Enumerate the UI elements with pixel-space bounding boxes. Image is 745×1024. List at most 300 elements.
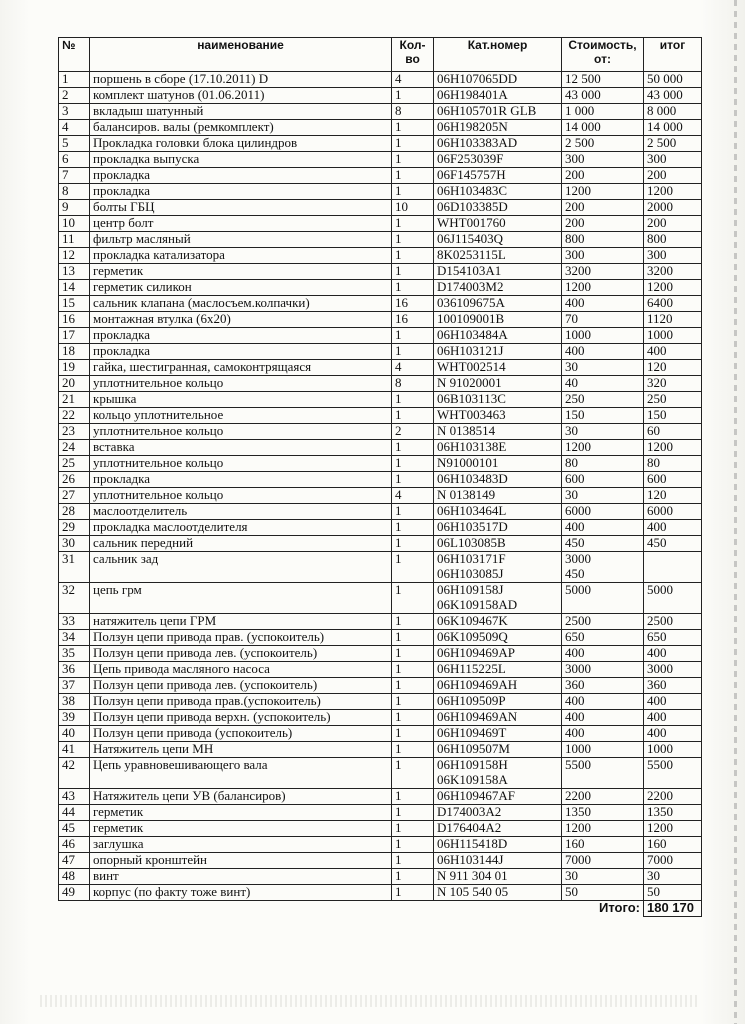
row-quantity: 1 xyxy=(392,216,434,232)
catalog-number-line: 06H109509P xyxy=(437,693,506,708)
cost-line: 1 000 xyxy=(565,103,595,118)
catalog-number-line: 06H107065DD xyxy=(437,71,518,86)
row-catalog-number xyxy=(434,742,562,758)
row-number: 25 xyxy=(59,456,90,472)
row-number: 42 xyxy=(59,758,90,789)
summary-label: Итого: xyxy=(59,901,644,917)
catalog-number-line: 06H109469T xyxy=(437,725,507,740)
row-number: 28 xyxy=(59,504,90,520)
row-cost xyxy=(562,408,644,424)
cost-line: 1000 xyxy=(565,327,591,342)
row-number: 20 xyxy=(59,376,90,392)
row-total: 400 xyxy=(644,726,702,742)
table-row xyxy=(59,472,702,488)
row-cost xyxy=(562,184,644,200)
row-catalog-number xyxy=(434,392,562,408)
cost-line: 200 xyxy=(565,167,585,182)
row-total: 6000 xyxy=(644,504,702,520)
cost-line: 80 xyxy=(565,455,578,470)
row-catalog-number xyxy=(434,821,562,837)
row-cost xyxy=(562,456,644,472)
row-cost xyxy=(562,630,644,646)
row-quantity: 1 xyxy=(392,440,434,456)
table-row xyxy=(59,710,702,726)
row-name: болты ГБЦ xyxy=(90,200,392,216)
row-catalog-number xyxy=(434,552,562,583)
row-catalog-number xyxy=(434,614,562,630)
table-row xyxy=(59,694,702,710)
row-total: 50 000 xyxy=(644,72,702,88)
row-cost xyxy=(562,552,644,583)
row-quantity: 1 xyxy=(392,264,434,280)
table-row xyxy=(59,504,702,520)
row-catalog-number xyxy=(434,805,562,821)
catalog-number-line: N 911 304 01 xyxy=(437,868,508,883)
table-row xyxy=(59,678,702,694)
row-name: Ползун цепи привода прав. (успокоитель) xyxy=(90,630,392,646)
catalog-number-line: N91000101 xyxy=(437,455,499,470)
catalog-number-line: 06H103483C xyxy=(437,183,508,198)
catalog-number-line: D174003A2 xyxy=(437,804,502,819)
catalog-number-line: 06H109507M xyxy=(437,741,510,756)
row-catalog-number xyxy=(434,758,562,789)
row-total: 150 xyxy=(644,408,702,424)
catalog-number-line: 06H103171F xyxy=(437,551,506,566)
cost-line: 3000 xyxy=(565,551,591,566)
row-number: 36 xyxy=(59,662,90,678)
row-total: 3000 xyxy=(644,662,702,678)
scan-edge-artifact xyxy=(734,0,737,1024)
row-cost xyxy=(562,312,644,328)
row-cost xyxy=(562,821,644,837)
row-cost xyxy=(562,472,644,488)
row-total: 250 xyxy=(644,392,702,408)
row-cost xyxy=(562,200,644,216)
catalog-number-line: WHT002514 xyxy=(437,359,506,374)
row-total: 6400 xyxy=(644,296,702,312)
row-total: 1200 xyxy=(644,821,702,837)
row-number: 18 xyxy=(59,344,90,360)
row-number: 33 xyxy=(59,614,90,630)
header-qty: Кол-во xyxy=(392,38,434,72)
row-name: Ползун цепи привода (успокоитель) xyxy=(90,726,392,742)
row-quantity: 1 xyxy=(392,88,434,104)
row-cost xyxy=(562,869,644,885)
row-catalog-number xyxy=(434,264,562,280)
row-total: 8 000 xyxy=(644,104,702,120)
row-quantity: 1 xyxy=(392,408,434,424)
catalog-number-line: D176404A2 xyxy=(437,820,502,835)
cost-line: 400 xyxy=(565,343,585,358)
table-row xyxy=(59,646,702,662)
row-quantity: 1 xyxy=(392,583,434,614)
header-name: наименование xyxy=(90,38,392,72)
table-row xyxy=(59,662,702,678)
row-quantity: 1 xyxy=(392,120,434,136)
row-number: 8 xyxy=(59,184,90,200)
cost-line: 800 xyxy=(565,231,585,246)
table-row xyxy=(59,72,702,88)
catalog-number-line: 06H198205N xyxy=(437,119,508,134)
cost-line: 250 xyxy=(565,391,585,406)
row-cost xyxy=(562,678,644,694)
row-number: 40 xyxy=(59,726,90,742)
table-row xyxy=(59,789,702,805)
row-total: 120 xyxy=(644,360,702,376)
table-row xyxy=(59,408,702,424)
row-name: балансиров. валы (ремкомплект) xyxy=(90,120,392,136)
parts-table xyxy=(58,37,702,917)
row-name: центр болт xyxy=(90,216,392,232)
row-name: Прокладка головки блока цилиндров xyxy=(90,136,392,152)
row-quantity: 16 xyxy=(392,296,434,312)
row-catalog-number xyxy=(434,694,562,710)
row-quantity: 1 xyxy=(392,504,434,520)
table-row xyxy=(59,758,702,789)
row-cost xyxy=(562,583,644,614)
cost-line: 1000 xyxy=(565,741,591,756)
row-cost xyxy=(562,646,644,662)
row-catalog-number xyxy=(434,646,562,662)
row-catalog-number xyxy=(434,488,562,504)
catalog-number-line: D154103A1 xyxy=(437,263,502,278)
row-total: 2200 xyxy=(644,789,702,805)
row-total: 300 xyxy=(644,248,702,264)
cost-line: 12 500 xyxy=(565,71,601,86)
row-cost xyxy=(562,248,644,264)
cost-line: 2200 xyxy=(565,788,591,803)
catalog-number-line: 06K109467K xyxy=(437,613,508,628)
row-quantity: 8 xyxy=(392,104,434,120)
row-cost xyxy=(562,853,644,869)
row-catalog-number xyxy=(434,104,562,120)
catalog-number-line: 06H103484A xyxy=(437,327,508,342)
row-name: крышка xyxy=(90,392,392,408)
row-catalog-number xyxy=(434,456,562,472)
row-cost xyxy=(562,742,644,758)
row-quantity: 1 xyxy=(392,853,434,869)
cost-line: 70 xyxy=(565,311,578,326)
table-row xyxy=(59,232,702,248)
row-quantity: 1 xyxy=(392,710,434,726)
row-name: прокладка xyxy=(90,168,392,184)
catalog-number-line: 06H103483D xyxy=(437,471,508,486)
row-catalog-number xyxy=(434,296,562,312)
catalog-number-line: D174003M2 xyxy=(437,279,504,294)
cost-line: 6000 xyxy=(565,503,591,518)
table-row xyxy=(59,552,702,583)
table-row xyxy=(59,136,702,152)
row-number: 5 xyxy=(59,136,90,152)
row-cost xyxy=(562,662,644,678)
cost-line: 30 xyxy=(565,487,578,502)
row-name: герметик силикон xyxy=(90,280,392,296)
row-quantity: 1 xyxy=(392,614,434,630)
table-row xyxy=(59,200,702,216)
row-name: опорный кронштейн xyxy=(90,853,392,869)
header-row xyxy=(59,38,702,72)
cost-line: 1200 xyxy=(565,439,591,454)
catalog-number-line: 06F253039F xyxy=(437,151,504,166)
row-number: 7 xyxy=(59,168,90,184)
row-cost xyxy=(562,805,644,821)
cost-line: 600 xyxy=(565,471,585,486)
row-total: 400 xyxy=(644,344,702,360)
summary-value: 180 170 xyxy=(644,901,702,917)
catalog-number-line: 06H103464L xyxy=(437,503,507,518)
cost-line: 3200 xyxy=(565,263,591,278)
row-cost xyxy=(562,504,644,520)
row-number: 6 xyxy=(59,152,90,168)
cost-line: 30 xyxy=(565,868,578,883)
cost-line: 400 xyxy=(565,519,585,534)
table-row xyxy=(59,392,702,408)
row-total: 160 xyxy=(644,837,702,853)
catalog-number-line: 036109675A xyxy=(437,295,505,310)
catalog-number-line: 06H109469AP xyxy=(437,645,516,660)
row-total: 400 xyxy=(644,520,702,536)
table-body xyxy=(59,72,702,901)
row-catalog-number xyxy=(434,662,562,678)
row-number: 48 xyxy=(59,869,90,885)
row-name: герметик xyxy=(90,805,392,821)
row-name: цепь грм xyxy=(90,583,392,614)
row-number: 3 xyxy=(59,104,90,120)
row-quantity: 1 xyxy=(392,536,434,552)
row-name: корпус (по факту тоже винт) xyxy=(90,885,392,901)
row-cost xyxy=(562,614,644,630)
row-catalog-number xyxy=(434,120,562,136)
table-row xyxy=(59,280,702,296)
row-number: 27 xyxy=(59,488,90,504)
row-quantity: 1 xyxy=(392,678,434,694)
row-cost xyxy=(562,520,644,536)
row-cost xyxy=(562,264,644,280)
cost-line: 30 xyxy=(565,359,578,374)
row-cost xyxy=(562,440,644,456)
cost-line: 300 xyxy=(565,247,585,262)
row-cost xyxy=(562,392,644,408)
catalog-number-line: 06H103383AD xyxy=(437,135,518,150)
row-quantity: 1 xyxy=(392,232,434,248)
row-total: 43 000 xyxy=(644,88,702,104)
row-number: 16 xyxy=(59,312,90,328)
row-name: вставка xyxy=(90,440,392,456)
row-name: уплотнительное кольцо xyxy=(90,456,392,472)
cost-line: 50 xyxy=(565,884,578,899)
row-quantity: 8 xyxy=(392,376,434,392)
table-row xyxy=(59,376,702,392)
row-catalog-number xyxy=(434,853,562,869)
cost-line: 1200 xyxy=(565,820,591,835)
row-quantity: 2 xyxy=(392,424,434,440)
cost-line: 7000 xyxy=(565,852,591,867)
row-quantity: 1 xyxy=(392,152,434,168)
row-cost xyxy=(562,168,644,184)
row-name: прокладка выпуска xyxy=(90,152,392,168)
row-cost xyxy=(562,136,644,152)
row-number: 41 xyxy=(59,742,90,758)
table-row xyxy=(59,216,702,232)
row-name: герметик xyxy=(90,821,392,837)
table-row xyxy=(59,424,702,440)
row-total: 5500 xyxy=(644,758,702,789)
row-catalog-number xyxy=(434,472,562,488)
row-quantity: 1 xyxy=(392,726,434,742)
row-catalog-number xyxy=(434,136,562,152)
row-catalog-number xyxy=(434,344,562,360)
cost-line: 5000 xyxy=(565,582,591,597)
table-row xyxy=(59,328,702,344)
row-number: 1 xyxy=(59,72,90,88)
row-quantity: 1 xyxy=(392,248,434,264)
row-number: 44 xyxy=(59,805,90,821)
header-cat: Кат.номер xyxy=(434,38,562,72)
table-row xyxy=(59,296,702,312)
row-name: герметик xyxy=(90,264,392,280)
row-cost xyxy=(562,488,644,504)
row-catalog-number xyxy=(434,520,562,536)
row-quantity: 1 xyxy=(392,280,434,296)
table-row xyxy=(59,248,702,264)
row-number: 30 xyxy=(59,536,90,552)
catalog-number-line: 06H109469AH xyxy=(437,677,518,692)
table-row xyxy=(59,184,702,200)
cost-line: 14 000 xyxy=(565,119,601,134)
row-cost xyxy=(562,152,644,168)
table-row xyxy=(59,264,702,280)
summary-row xyxy=(59,901,702,917)
row-total: 400 xyxy=(644,694,702,710)
row-number: 11 xyxy=(59,232,90,248)
row-name: гайка, шестигранная, самоконтрящаяся xyxy=(90,360,392,376)
row-cost xyxy=(562,216,644,232)
row-catalog-number xyxy=(434,837,562,853)
table-row xyxy=(59,614,702,630)
catalog-number-line: 06H115225L xyxy=(437,661,506,676)
table-row xyxy=(59,821,702,837)
row-catalog-number xyxy=(434,328,562,344)
row-catalog-number xyxy=(434,536,562,552)
row-total: 5000 xyxy=(644,583,702,614)
row-number: 13 xyxy=(59,264,90,280)
row-number: 12 xyxy=(59,248,90,264)
row-total: 800 xyxy=(644,232,702,248)
row-cost xyxy=(562,789,644,805)
row-name: фильтр масляный xyxy=(90,232,392,248)
table-row xyxy=(59,837,702,853)
row-cost xyxy=(562,885,644,901)
row-total: 80 xyxy=(644,456,702,472)
scan-footer-noise xyxy=(40,995,700,1007)
catalog-number-line: 06H105701R GLB xyxy=(437,103,537,118)
row-quantity: 16 xyxy=(392,312,434,328)
row-number: 10 xyxy=(59,216,90,232)
table-row xyxy=(59,120,702,136)
catalog-number-line: 06L103085B xyxy=(437,535,506,550)
row-total: 3200 xyxy=(644,264,702,280)
cost-line: 1350 xyxy=(565,804,591,819)
row-name: Ползун цепи привода лев. (успокоитель) xyxy=(90,678,392,694)
row-catalog-number xyxy=(434,216,562,232)
catalog-number-line: 06H109467AF xyxy=(437,788,516,803)
row-catalog-number xyxy=(434,232,562,248)
row-total: 2000 xyxy=(644,200,702,216)
row-quantity: 4 xyxy=(392,360,434,376)
row-name: маслоотделитель xyxy=(90,504,392,520)
row-catalog-number xyxy=(434,789,562,805)
row-name: вкладыш шатунный xyxy=(90,104,392,120)
catalog-number-line: N 0138514 xyxy=(437,423,496,438)
row-number: 9 xyxy=(59,200,90,216)
row-catalog-number xyxy=(434,184,562,200)
row-number: 19 xyxy=(59,360,90,376)
catalog-number-line: 100109001B xyxy=(437,311,505,326)
row-quantity: 1 xyxy=(392,136,434,152)
row-cost xyxy=(562,120,644,136)
cost-line: 450 xyxy=(565,565,585,581)
row-total: 320 xyxy=(644,376,702,392)
row-total: 1200 xyxy=(644,440,702,456)
row-cost xyxy=(562,376,644,392)
row-number: 22 xyxy=(59,408,90,424)
row-total: 300 xyxy=(644,152,702,168)
row-catalog-number xyxy=(434,424,562,440)
cost-line: 30 xyxy=(565,423,578,438)
row-name: прокладка катализатора xyxy=(90,248,392,264)
row-total: 2 500 xyxy=(644,136,702,152)
row-total: 600 xyxy=(644,472,702,488)
row-cost xyxy=(562,536,644,552)
row-total xyxy=(644,552,702,583)
row-number: 24 xyxy=(59,440,90,456)
row-quantity: 1 xyxy=(392,520,434,536)
row-total: 360 xyxy=(644,678,702,694)
catalog-number-line: WHT003463 xyxy=(437,407,506,422)
row-total: 450 xyxy=(644,536,702,552)
row-cost xyxy=(562,104,644,120)
row-name: прокладка маслоотделителя xyxy=(90,520,392,536)
row-cost xyxy=(562,88,644,104)
row-number: 34 xyxy=(59,630,90,646)
row-total: 1000 xyxy=(644,328,702,344)
row-catalog-number xyxy=(434,360,562,376)
row-name: Цепь привода масляного насоса xyxy=(90,662,392,678)
row-name: Ползун цепи привода верхн. (успокоитель) xyxy=(90,710,392,726)
row-quantity: 1 xyxy=(392,821,434,837)
row-name: сальник клапана (маслосъем.колпачки) xyxy=(90,296,392,312)
row-catalog-number xyxy=(434,630,562,646)
row-name: прокладка xyxy=(90,184,392,200)
row-cost xyxy=(562,424,644,440)
row-number: 38 xyxy=(59,694,90,710)
catalog-number-line: WHT001760 xyxy=(437,215,506,230)
row-catalog-number xyxy=(434,710,562,726)
row-catalog-number xyxy=(434,583,562,614)
table-row xyxy=(59,344,702,360)
row-number: 31 xyxy=(59,552,90,583)
catalog-number-line: 06H103085J xyxy=(437,565,504,581)
row-catalog-number xyxy=(434,168,562,184)
row-cost xyxy=(562,694,644,710)
catalog-number-line: 06K109509Q xyxy=(437,629,508,644)
table-row xyxy=(59,312,702,328)
cost-line: 400 xyxy=(565,725,585,740)
cost-line: 200 xyxy=(565,215,585,230)
row-name: натяжитель цепи ГРМ xyxy=(90,614,392,630)
row-name: кольцо уплотнительное xyxy=(90,408,392,424)
row-quantity: 1 xyxy=(392,805,434,821)
